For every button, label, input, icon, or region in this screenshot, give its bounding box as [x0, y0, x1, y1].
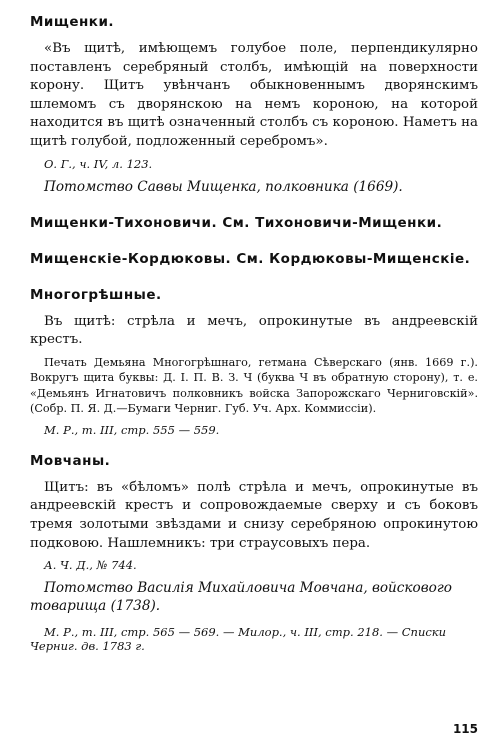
entry-title-mishchenki-tikhonovichi: Мищенки-Тихоновичи. См. Тихоновичи-Мищенки. [30, 214, 443, 231]
sources-movchany: М. Р., т. III, стр. 565 — 569. — Милор., ч. III, стр. 218. — Списки Черниг. дв. 1783 г. [30, 625, 447, 654]
entry-title-mishchenki: Мищенки. [30, 14, 115, 30]
ref-mishchenki: О. Г., ч. IV, л. 123. [44, 156, 153, 171]
seal-note-mnogogreshnye: Печать Демьяна Многогрѣшнаго, гетмана Сѣверскаго (янв. 1669 г.). Вокругъ щита буквы: Д. І. П. В. З. Ч (буква Ч въ обратную сторону), т. е. «Демьянъ Игнатовичъ полковникъ войска Запорожскаго Черниговскій». (Собр. П. Я. Д.—Бумаги Черниг. Губ. Уч. Арх. Коммиссіи). [30, 355, 478, 416]
entry-title-movchany: Мовчаны. [30, 452, 111, 469]
blazon-mishchenki: «Въ щитѣ, имѣющемъ голубое поле, перпендикулярно поставленъ серебряный столбъ, имѣющій на поверхности корону. Щитъ увѣнчанъ обыкновеннымъ дворянскимъ шлемомъ съ дворянскою на немъ короною, на которой находится въ щитѣ означенный столбъ съ короною. Наметъ на щитѣ голубой, подложенный серебромъ». [30, 41, 478, 149]
ref-movchany: А. Ч. Д., № 744. [44, 558, 137, 573]
lineage-mishchenki: Потомство Саввы Мищенка, полковника (1669). [44, 178, 403, 195]
lineage-movchany: Потомство Василія Михайловича Мовчана, войскового товарища (1738). [30, 580, 452, 615]
entry-title-mishchenskie-kordyukovy: Мищенскіе-Кордюковы. См. Кордюковы-Мищенскіе. [30, 250, 471, 267]
ref-mnogogreshnye: М. Р., т. III, стр. 555 — 559. [44, 422, 220, 437]
page-number: 115 [452, 722, 478, 736]
blazon-movchany: Щитъ: въ «бѣломъ» полѣ стрѣла и мечъ, опрокинутые въ андреевскій крестъ и сопровождаемые сверху и съ боковъ тремя золотыми звѣздами и снизу серебряною опрокинутою подковою. Нашлемникъ: три страусовыхъ пера. [30, 479, 478, 551]
blazon-mnogogreshnye: Въ щитѣ: стрѣла и мечъ, опрокинутые въ андреевскій крестъ. [30, 313, 478, 348]
page-body [30, 14, 478, 660]
entry-title-mnogogreshnye: Многогрѣшные. [30, 286, 162, 303]
